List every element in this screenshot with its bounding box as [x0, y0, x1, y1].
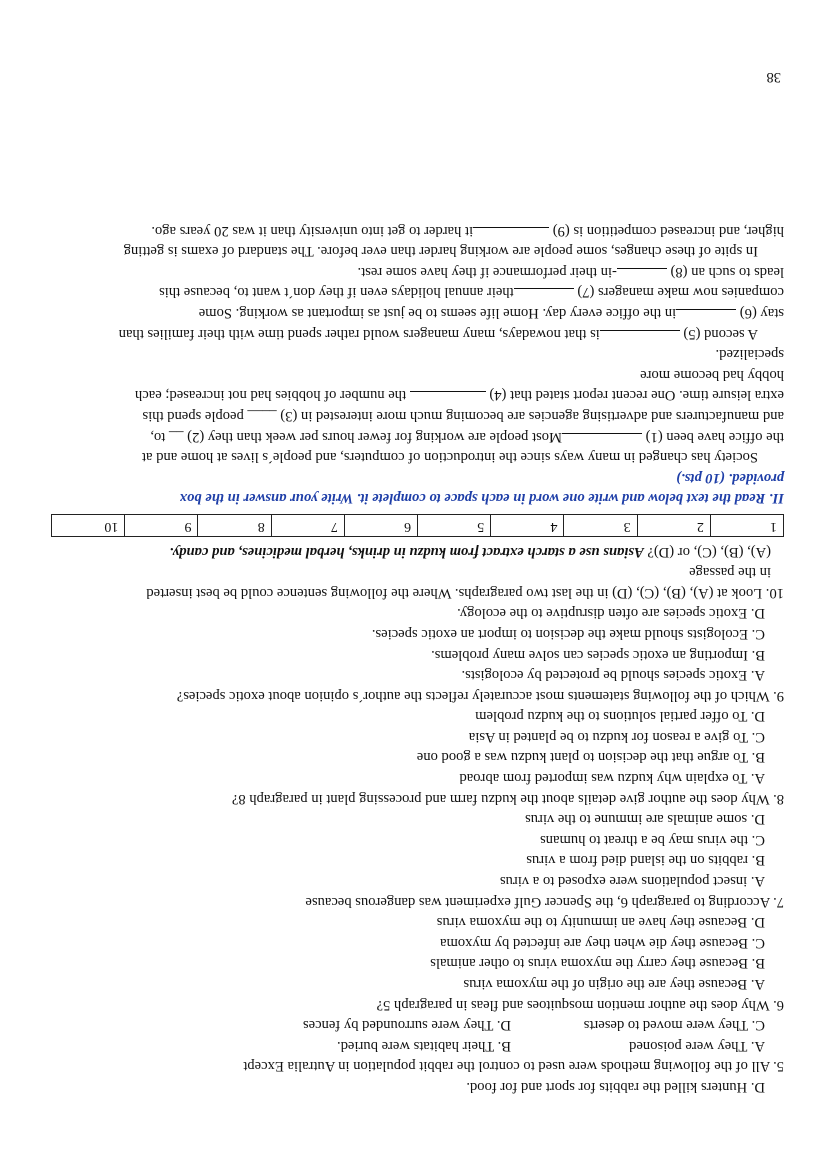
passage-p1-line5: hobby had become more	[640, 366, 784, 383]
q9-option-c: C. Ecologists should make the decision to import an exotic species.	[371, 625, 765, 642]
passage-p1-line6: specialized.	[715, 346, 784, 363]
q6-stem: 6. Why does the author mention mosquitoes and fleas in paragraph 5?	[376, 996, 784, 1013]
answer-box-10[interactable]: 10	[52, 515, 125, 537]
cloze-passage	[39, 220, 784, 467]
q10-stem-choices	[39, 541, 784, 562]
q5-option-b: B. Their habitats were buried.	[337, 1037, 511, 1054]
passage-p2-line3	[39, 282, 784, 303]
passage-p1-line4	[39, 385, 784, 406]
passage-p1-line1: Society has changed in many ways since the introduction of computers, and people´s lives at home and at	[141, 449, 758, 466]
passage-text: the office have been (1)	[645, 428, 784, 445]
q5-option-d: D. They were surrounded by fences	[302, 1017, 511, 1034]
q10-stem: 10. Look at (A), (B), (C), (D) in the last two paragraphs. Where the following sentence could be best inserted	[146, 584, 784, 601]
q8-option-c: C. To give a reason for kudzu to be planted in Asia	[468, 728, 765, 745]
q5-option-a: A. They were poisoned	[629, 1037, 765, 1054]
q7-option-a: A. insect populations were exposed to a virus	[499, 873, 765, 890]
q10-stem-cont: in the passage	[689, 564, 771, 581]
q7-option-d: D. some animals are immune to the virus	[525, 811, 765, 828]
page-number: 38	[766, 69, 781, 85]
answer-box-7[interactable]: 7	[271, 515, 344, 537]
passage-p2-line2	[39, 302, 784, 323]
passage-p2-line4	[39, 261, 784, 282]
q7-option-b: B. rabbits on the island died from a virus	[526, 852, 765, 869]
q5-options-row1	[39, 1035, 784, 1056]
q9-option-b: B. Importing an exotic species can solve many problems.	[431, 646, 765, 663]
passage-p3-line1: In spite of these changes, some people are working harder than ever before. The standard of exams is getting	[123, 243, 758, 260]
q4-option-d: D. Hunters killed the rabbits for sport and for food.	[466, 1079, 765, 1095]
blank-9[interactable]	[473, 227, 549, 241]
blank-7[interactable]	[514, 288, 574, 302]
passage-text: their annual holidays even if they don´t want to, because this	[159, 284, 514, 301]
blank-6[interactable]	[676, 309, 736, 323]
passage-p1-line2	[39, 426, 784, 447]
blank-1[interactable]	[562, 433, 642, 447]
answer-box-6[interactable]: 6	[344, 515, 417, 537]
passage-text: the number of hobbies had not increased; each	[134, 387, 407, 404]
blank-5[interactable]	[600, 330, 680, 344]
answer-box-table	[51, 514, 784, 537]
q6-option-b: B. Because they carry the myxoma virus to other animals	[430, 955, 765, 972]
passage-text: higher, and increased competition is (9)	[552, 222, 784, 239]
answer-box-5[interactable]: 5	[418, 515, 491, 537]
q8-option-a: A. To explain why kudzu was imported from abroad	[459, 770, 765, 787]
q9-option-a: A. Exotic species should be protected by ecologists.	[461, 667, 765, 684]
passage-p3-line2	[39, 220, 784, 241]
q6-option-a: A. Because they are the origin of the myxoma virus	[463, 976, 765, 993]
q6-option-c: C. Because they die when they are infected by myxoma	[439, 934, 765, 951]
passage-text: A second (5)	[683, 325, 758, 342]
q8-option-d: D. To offer partial solutions to the kudzu problem	[475, 708, 765, 725]
passage-text: leads to such an (8)	[670, 263, 784, 280]
answer-box-3[interactable]: 3	[564, 515, 637, 537]
q10-insert-sentence: Asians use a starch extract from kudzu in drinks, herbal medicines, and candy.	[169, 543, 644, 560]
q7-option-c: C. the virus may be a threat to humans	[540, 831, 765, 848]
q5-options-row2	[39, 1015, 784, 1036]
q5-stem: 5. All of the following methods were used to control the rabbit population in Autralia Except	[243, 1058, 784, 1075]
passage-text: extra leisure time. One recent report stated that (4)	[489, 387, 784, 404]
passage-text: in the office every day. Home life seems to be just as important as working. Some	[198, 305, 677, 322]
answer-box-4[interactable]: 4	[491, 515, 564, 537]
passage-text: Most people are working for fewer hours per week than they (2) __ to,	[150, 428, 563, 445]
q8-stem: 8. Why does the author give details about the kudzu farm and processing plant in paragraph 8?	[231, 790, 784, 807]
passage-p2-line1	[39, 323, 784, 344]
passage-text: is that nowadays, many managers would rather spend time with their families than	[118, 325, 600, 342]
q10-choice-labels: (A), (B), (C), or (D)?	[647, 543, 771, 560]
answer-box-8[interactable]: 8	[198, 515, 271, 537]
blank-8[interactable]	[617, 268, 667, 282]
q6-option-d: D. Because they have an immunity to the myxoma virus	[436, 914, 765, 931]
q8-option-b: B. To argue that the decision to plant kudzu was a good one	[416, 749, 765, 766]
passage-text: it harder to get into university than it was 20 years ago.	[151, 222, 474, 239]
page-content	[39, 220, 784, 1097]
q9-option-d: D. Exotic species are often disruptive to the ecology.	[457, 605, 765, 622]
answer-box-2[interactable]: 2	[637, 515, 710, 537]
section-2-instruction: II. Read the text below and write one word in each space to complete it. Write your answer in the box	[179, 490, 784, 507]
q5-option-c: C. They were moved to deserts	[583, 1017, 765, 1034]
passage-text: -in their performance if they have some rest.	[357, 263, 617, 280]
passage-text: stay (6)	[739, 305, 784, 322]
blank-4[interactable]	[410, 391, 486, 405]
passage-text: companies now make managers (7)	[577, 284, 784, 301]
q9-stem: 9. Which of the following statements most accurately reflects the author´s opinion about exotic species?	[176, 687, 784, 704]
passage-p1-line3: and manufacturers and advertising agencies are becoming much more interested in (3) ____ people spend this	[142, 408, 784, 424]
answer-box-row	[52, 515, 784, 537]
answer-box-9[interactable]: 9	[125, 515, 198, 537]
answer-box-1[interactable]: 1	[710, 515, 783, 537]
section-2-instruction-cont: provided. (10 pts.)	[676, 469, 784, 486]
q7-stem: 7. According to paragraph 6, the Spencer Gulf experiment was dangerous because	[305, 893, 784, 910]
